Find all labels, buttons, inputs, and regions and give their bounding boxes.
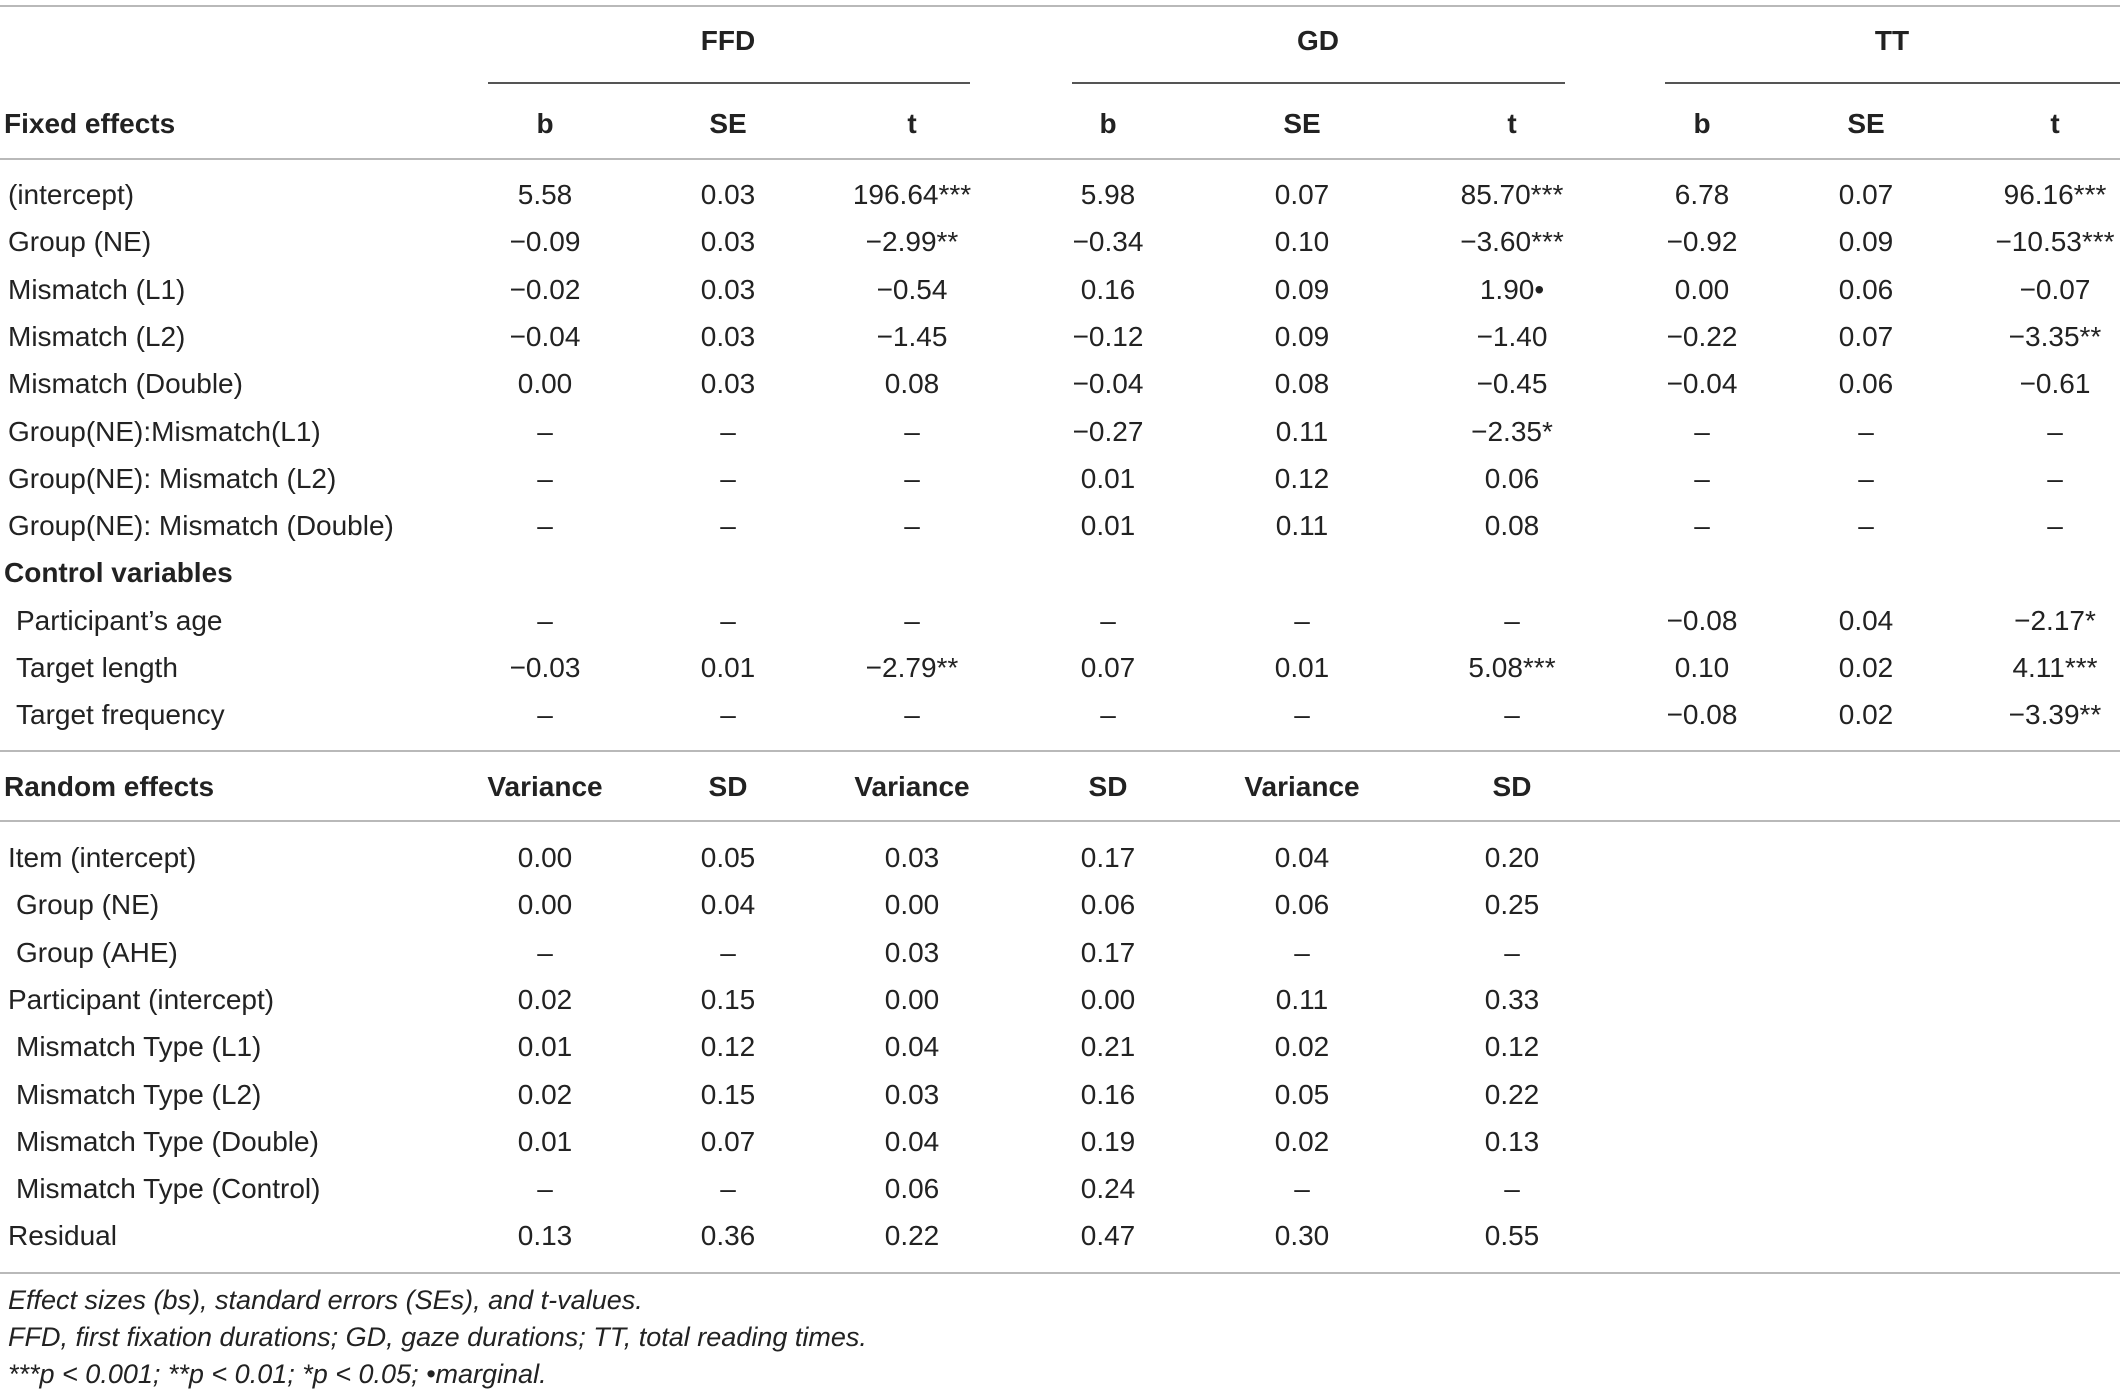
- fixed-effect-value: 0.09: [1274, 321, 1330, 352]
- random-effect-value: 0.02: [1274, 1031, 1330, 1062]
- random-effect-value: 0.07: [700, 1126, 756, 1157]
- random-effect-value: 0.01: [517, 1031, 573, 1062]
- fixed-effect-value: 0.10: [1274, 226, 1330, 257]
- control-variable-label: Target length: [16, 652, 178, 683]
- fixed-effect-value: −0.22: [1666, 321, 1738, 352]
- control-variable-value: 0.10: [1674, 652, 1730, 683]
- random-effect-value: 0.03: [884, 1079, 940, 1110]
- rule-top: [0, 5, 2120, 7]
- random-effect-value: 0.25: [1484, 889, 1540, 920]
- random-effect-value: 0.02: [517, 984, 573, 1015]
- fixed-effect-value: –: [537, 416, 553, 447]
- control-variable-value: 0.02: [1838, 699, 1894, 730]
- fixed-effect-value: −1.40: [1476, 321, 1548, 352]
- random-effect-label: Group (AHE): [16, 937, 178, 968]
- fixed-effect-value: 1.90•: [1479, 274, 1545, 305]
- control-variable-value: –: [904, 699, 920, 730]
- column-header: t: [907, 108, 917, 139]
- random-effect-value: 0.00: [517, 889, 573, 920]
- random-effect-value: 0.47: [1080, 1220, 1136, 1251]
- random-effect-value: 0.13: [1484, 1126, 1540, 1157]
- fixed-effect-value: −2.35*: [1471, 416, 1553, 447]
- random-effect-value: –: [537, 1173, 553, 1204]
- control-variable-value: 0.01: [1274, 652, 1330, 683]
- fixed-effect-value: 196.64***: [852, 179, 972, 210]
- fixed-effect-value: –: [904, 510, 920, 541]
- control-variable-value: –: [1294, 605, 1310, 636]
- fixed-effect-value: −0.04: [1666, 368, 1738, 399]
- fixed-effect-value: 0.16: [1080, 274, 1136, 305]
- fixed-effect-label: Group(NE):Mismatch(L1): [8, 416, 321, 447]
- random-effect-value: 0.00: [884, 889, 940, 920]
- random-effect-value: 0.01: [517, 1126, 573, 1157]
- fixed-effect-value: 85.70***: [1460, 179, 1564, 210]
- random-effect-value: –: [720, 1173, 736, 1204]
- random-effect-value: 0.22: [1484, 1079, 1540, 1110]
- fixed-effect-value: −0.34: [1072, 226, 1144, 257]
- control-variable-value: –: [1294, 699, 1310, 730]
- rule-bottom: [0, 1272, 2120, 1274]
- random-effect-value: 0.04: [700, 889, 756, 920]
- fixed-effect-value: −3.35**: [2008, 321, 2102, 352]
- random-effect-value: 0.21: [1080, 1031, 1136, 1062]
- rule-random-section: [0, 750, 2120, 752]
- random-effect-value: 0.06: [1274, 889, 1330, 920]
- random-effect-value: –: [1504, 937, 1520, 968]
- random-effect-value: –: [537, 937, 553, 968]
- fixed-effect-value: 0.07: [1274, 179, 1330, 210]
- fixed-effect-value: −0.27: [1072, 416, 1144, 447]
- column-header: SD: [1492, 771, 1532, 802]
- fixed-effect-label: Group(NE): Mismatch (Double): [8, 510, 394, 541]
- random-effect-value: 0.03: [884, 842, 940, 873]
- random-effect-value: 0.33: [1484, 984, 1540, 1015]
- group-underline-gd: [1072, 82, 1565, 84]
- fixed-effect-value: –: [1858, 510, 1874, 541]
- control-variable-value: −3.39**: [2008, 699, 2102, 730]
- control-variable-value: −2.79**: [865, 652, 959, 683]
- column-header: b: [1693, 108, 1711, 139]
- fixed-effect-value: 0.06: [1838, 274, 1894, 305]
- column-header: SD: [1088, 771, 1128, 802]
- control-variable-value: −0.08: [1666, 605, 1738, 636]
- control-variable-label: Participant’s age: [16, 605, 223, 636]
- fixed-effect-value: –: [720, 463, 736, 494]
- control-variable-label: Target frequency: [16, 699, 225, 730]
- control-variable-value: 0.01: [700, 652, 756, 683]
- column-header: Variance: [487, 771, 603, 802]
- fixed-effect-value: −10.53***: [1995, 226, 2115, 257]
- fixed-effect-value: 0.11: [1275, 510, 1329, 541]
- random-effect-value: 0.30: [1274, 1220, 1330, 1251]
- random-effect-value: 0.17: [1080, 842, 1136, 873]
- random-effect-value: 0.22: [884, 1220, 940, 1251]
- random-effect-value: –: [1294, 937, 1310, 968]
- fixed-effect-value: –: [1694, 416, 1710, 447]
- random-effect-value: 0.02: [517, 1079, 573, 1110]
- random-effect-value: 0.15: [700, 1079, 756, 1110]
- fixed-effect-label: (intercept): [8, 179, 135, 210]
- fixed-effect-value: –: [2047, 463, 2063, 494]
- control-variable-value: 0.07: [1080, 652, 1136, 683]
- fixed-effects-heading: Fixed effects: [4, 108, 176, 139]
- random-effect-label: Residual: [8, 1220, 117, 1251]
- group-header-ffd: FFD: [700, 25, 756, 56]
- column-header: t: [1507, 108, 1517, 139]
- fixed-effect-value: 0.09: [1274, 274, 1330, 305]
- random-effect-value: 0.12: [1484, 1031, 1540, 1062]
- fixed-effect-value: 5.98: [1080, 179, 1136, 210]
- random-effect-label: Mismatch Type (L1): [16, 1031, 262, 1062]
- control-variable-value: –: [904, 605, 920, 636]
- random-effect-value: 0.06: [884, 1173, 940, 1204]
- fixed-effect-label: Mismatch (Double): [8, 368, 243, 399]
- rule-random-header: [0, 820, 2120, 822]
- fixed-effect-value: −0.54: [876, 274, 948, 305]
- random-effect-value: 0.16: [1080, 1079, 1136, 1110]
- random-effect-value: 0.11: [1275, 984, 1329, 1015]
- random-effect-label: Mismatch Type (L2): [16, 1079, 262, 1110]
- control-variables-heading: Control variables: [4, 557, 233, 588]
- control-variable-value: –: [1504, 699, 1520, 730]
- control-variable-value: −0.08: [1666, 699, 1738, 730]
- column-header: SD: [708, 771, 748, 802]
- random-effect-value: 0.00: [884, 984, 940, 1015]
- random-effect-value: 0.15: [700, 984, 756, 1015]
- random-effect-label: Mismatch Type (Double): [16, 1126, 319, 1157]
- fixed-effect-value: 0.06: [1484, 463, 1540, 494]
- fixed-effect-value: 0.00: [517, 368, 573, 399]
- random-effect-value: 0.13: [517, 1220, 573, 1251]
- random-effect-value: 0.24: [1080, 1173, 1136, 1204]
- random-effect-value: 0.06: [1080, 889, 1136, 920]
- control-variable-value: –: [537, 699, 553, 730]
- fixed-effect-value: 0.03: [700, 179, 756, 210]
- fixed-effect-value: 0.12: [1274, 463, 1330, 494]
- table-footnote: ***p < 0.001; **p < 0.01; *p < 0.05; •marginal.: [8, 1359, 547, 1389]
- random-effect-value: 0.19: [1080, 1126, 1136, 1157]
- column-header: b: [536, 108, 554, 139]
- fixed-effect-label: Group (NE): [8, 226, 152, 257]
- control-variable-value: 5.08***: [1468, 652, 1556, 683]
- fixed-effect-value: 0.08: [1484, 510, 1540, 541]
- fixed-effect-value: 96.16***: [2003, 179, 2107, 210]
- fixed-effect-value: –: [1694, 510, 1710, 541]
- fixed-effect-value: −1.45: [876, 321, 948, 352]
- fixed-effect-value: 0.06: [1838, 368, 1894, 399]
- column-header: SE: [1847, 108, 1885, 139]
- control-variable-value: 0.04: [1838, 605, 1894, 636]
- fixed-effect-value: −0.09: [509, 226, 581, 257]
- random-effect-value: 0.00: [1080, 984, 1136, 1015]
- fixed-effect-value: −0.07: [2019, 274, 2091, 305]
- random-effect-value: –: [1294, 1173, 1310, 1204]
- control-variable-value: 0.02: [1838, 652, 1894, 683]
- fixed-effect-label: Mismatch (L1): [8, 274, 186, 305]
- random-effects-heading: Random effects: [4, 771, 215, 802]
- fixed-effect-value: −0.61: [2019, 368, 2091, 399]
- fixed-effect-value: −0.92: [1666, 226, 1738, 257]
- random-effect-value: 0.04: [1274, 842, 1330, 873]
- random-effect-value: 0.12: [700, 1031, 756, 1062]
- control-variable-value: –: [1504, 605, 1520, 636]
- random-effect-value: 0.00: [517, 842, 573, 873]
- random-effect-value: 0.20: [1484, 842, 1540, 873]
- fixed-effect-value: −0.45: [1476, 368, 1548, 399]
- column-header: b: [1099, 108, 1117, 139]
- fixed-effect-value: −2.99**: [865, 226, 959, 257]
- control-variable-value: –: [720, 699, 736, 730]
- fixed-effect-value: –: [904, 416, 920, 447]
- random-effect-value: 0.05: [700, 842, 756, 873]
- group-underline-ffd: [488, 82, 970, 84]
- random-effect-value: 0.36: [700, 1220, 756, 1251]
- fixed-effect-value: −0.02: [509, 274, 581, 305]
- table-footnote: FFD, first fixation durations; GD, gaze durations; TT, total reading times.: [8, 1322, 867, 1352]
- random-effect-value: 0.04: [884, 1126, 940, 1157]
- control-variable-value: –: [1100, 605, 1116, 636]
- fixed-effect-value: 0.01: [1080, 510, 1136, 541]
- column-header: Variance: [1244, 771, 1360, 802]
- random-effect-value: 0.05: [1274, 1079, 1330, 1110]
- fixed-effect-value: 0.03: [700, 274, 756, 305]
- random-effect-label: Item (intercept): [8, 842, 197, 873]
- fixed-effect-value: –: [1694, 463, 1710, 494]
- control-variable-value: –: [720, 605, 736, 636]
- fixed-effect-value: –: [1858, 463, 1874, 494]
- column-header: Variance: [854, 771, 970, 802]
- fixed-effect-value: –: [904, 463, 920, 494]
- random-effect-value: –: [720, 937, 736, 968]
- control-variable-value: –: [1100, 699, 1116, 730]
- random-effect-label: Participant (intercept): [8, 984, 275, 1015]
- fixed-effect-value: 0.03: [700, 226, 756, 257]
- fixed-effect-value: 0.11: [1275, 416, 1329, 447]
- fixed-effect-label: Group(NE): Mismatch (L2): [8, 463, 337, 494]
- control-variable-value: 4.11***: [2012, 652, 2098, 683]
- fixed-effect-value: 0.08: [1274, 368, 1330, 399]
- control-variable-value: −2.17*: [2014, 605, 2096, 636]
- fixed-effect-value: 0.00: [1674, 274, 1730, 305]
- table-footnote: Effect sizes (bs), standard errors (SEs), and t-values.: [8, 1285, 643, 1315]
- control-variable-value: –: [537, 605, 553, 636]
- fixed-effect-value: −0.12: [1072, 321, 1144, 352]
- fixed-effect-value: −3.60***: [1460, 226, 1564, 257]
- fixed-effect-value: 0.07: [1838, 321, 1894, 352]
- column-header: SE: [709, 108, 747, 139]
- fixed-effect-value: 0.09: [1838, 226, 1894, 257]
- random-effect-value: 0.04: [884, 1031, 940, 1062]
- random-effect-label: Group (NE): [16, 889, 160, 920]
- random-effect-value: –: [1504, 1173, 1520, 1204]
- fixed-effect-value: –: [2047, 416, 2063, 447]
- fixed-effect-value: 0.01: [1080, 463, 1136, 494]
- column-header: t: [2050, 108, 2060, 139]
- rule-fixed-header: [0, 158, 2120, 160]
- group-header-tt: TT: [1874, 25, 1910, 56]
- group-underline-tt: [1665, 82, 2120, 84]
- fixed-effect-value: −0.04: [509, 321, 581, 352]
- fixed-effect-value: 6.78: [1674, 179, 1730, 210]
- random-effect-value: 0.03: [884, 937, 940, 968]
- fixed-effect-value: 0.07: [1838, 179, 1894, 210]
- fixed-effect-value: 0.03: [700, 368, 756, 399]
- control-variable-value: −0.03: [509, 652, 581, 683]
- fixed-effect-value: −0.04: [1072, 368, 1144, 399]
- fixed-effect-value: –: [2047, 510, 2063, 541]
- fixed-effect-value: –: [537, 510, 553, 541]
- random-effect-label: Mismatch Type (Control): [16, 1173, 321, 1204]
- random-effect-value: 0.02: [1274, 1126, 1330, 1157]
- group-header-gd: GD: [1297, 25, 1339, 56]
- random-effect-value: 0.55: [1484, 1220, 1540, 1251]
- random-effect-value: 0.17: [1080, 937, 1136, 968]
- fixed-effect-value: –: [537, 463, 553, 494]
- fixed-effect-value: 0.03: [700, 321, 756, 352]
- fixed-effect-value: 5.58: [517, 179, 573, 210]
- fixed-effect-value: 0.08: [884, 368, 940, 399]
- fixed-effect-value: –: [1858, 416, 1874, 447]
- column-header: SE: [1283, 108, 1321, 139]
- fixed-effect-value: –: [720, 510, 736, 541]
- fixed-effect-label: Mismatch (L2): [8, 321, 186, 352]
- fixed-effect-value: –: [720, 416, 736, 447]
